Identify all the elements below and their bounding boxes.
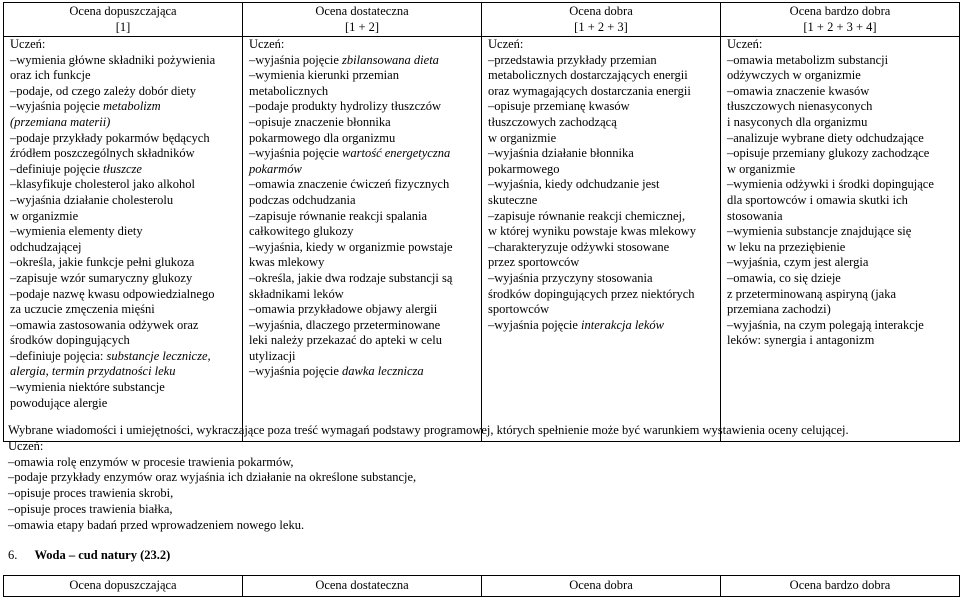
line-text: za uczucie zmęczenia mięśni — [10, 302, 155, 317]
requirement-line — [488, 99, 714, 115]
requirement-line — [10, 115, 236, 131]
requirement-line — [488, 146, 714, 162]
italic-term: interakcja leków — [581, 317, 664, 332]
line-text: –wymienia elementy diety — [10, 224, 143, 239]
line-text: –wyjaśnia przyczyny stosowania — [488, 270, 653, 285]
line-text: –zapisuje wzór sumaryczny glukozy — [10, 270, 193, 285]
line-text: przez sportowców — [488, 255, 580, 270]
header-cell-2: Ocena dostateczna [1 + 2] — [243, 3, 482, 37]
requirement-line — [727, 68, 953, 84]
requirement-line — [488, 255, 714, 271]
extra-item: –podaje przykłady enzymów oraz wyjaśnia ich działanie na określone substancje, — [8, 470, 417, 485]
line-text: –wymienia kierunki przemian — [249, 68, 399, 83]
line-text: powodujące alergie — [10, 395, 108, 410]
requirement-line — [727, 224, 953, 240]
requirement-line — [249, 302, 475, 318]
line-text: –określa, jakie funkcje pełni glukoza — [10, 255, 195, 270]
requirement-line — [10, 318, 236, 334]
line-text: –definiuje pojęcie — [10, 161, 104, 176]
content-cell-bardzo-dobra — [721, 37, 960, 442]
requirement-line — [249, 146, 475, 162]
line-text: z przeterminowaną aspiryną (jaka — [727, 286, 897, 301]
line-text: przemiana zachodzi) — [727, 302, 831, 317]
requirement-line — [10, 302, 236, 318]
line-text: –wyjaśnia pojęcie — [10, 99, 104, 114]
line-text: –charakteryzuje odżywki stosowane — [488, 239, 670, 254]
requirement-line — [488, 115, 714, 131]
line-text: leków: synergia i antagonizm — [727, 333, 875, 348]
student-label — [727, 37, 953, 53]
line-text: całkowitego glukozy — [249, 224, 354, 239]
line-text: w leku na przeziębienie — [727, 239, 846, 254]
requirement-line — [249, 177, 475, 193]
requirement-line — [249, 209, 475, 225]
requirement-line — [249, 333, 475, 349]
grades-table — [3, 2, 960, 442]
requirement-line — [249, 255, 475, 271]
line-text: –wyjaśnia, na czym polegają interakcje — [727, 317, 924, 332]
requirement-line — [249, 271, 475, 287]
requirement-line — [10, 364, 236, 380]
line-text: –opisuje przemiany glukozy zachodzące — [727, 146, 930, 161]
requirement-line — [249, 240, 475, 256]
requirement-line — [488, 177, 714, 193]
italic-term: substancje lecznicze, — [106, 348, 211, 363]
italic-term: metabolizm — [103, 99, 161, 114]
line-text: –zapisuje równanie reakcji spalania — [249, 208, 428, 223]
requirement-line — [488, 162, 714, 178]
requirement-line — [727, 131, 953, 147]
line-text: –opisuje przemianę kwasów — [488, 99, 630, 114]
requirement-line — [488, 84, 714, 100]
header-cell-4: Ocena bardzo dobra [1 + 2 + 3 + 4] — [721, 3, 960, 37]
requirement-line — [10, 68, 236, 84]
requirement-line — [10, 209, 236, 225]
requirement-line — [249, 224, 475, 240]
requirement-line — [488, 318, 714, 334]
line-text: –wyjaśnia pojęcie — [249, 52, 343, 67]
line-text: skuteczne — [488, 192, 538, 207]
requirement-line — [249, 193, 475, 209]
italic-term: dawka lecznicza — [342, 364, 424, 379]
line-text: kwas mlekowy — [249, 255, 325, 270]
line-text: –wyjaśnia działanie błonnika — [488, 146, 634, 161]
line-text: –omawia, co się dzieje — [727, 270, 841, 285]
requirement-line — [249, 349, 475, 365]
student-label — [10, 37, 236, 53]
line-text: –omawia zastosowania odżywek oraz — [10, 317, 199, 332]
line-text: –określa, jakie dwa rodzaje substancji są — [249, 270, 453, 285]
requirement-line — [727, 318, 953, 334]
line-text: leki należy przekazać do apteki w celu — [249, 333, 442, 348]
requirement-line — [249, 53, 475, 69]
line-text: stosowania — [727, 208, 783, 223]
content-cell-dobra — [482, 37, 721, 442]
student-label — [488, 37, 714, 53]
requirement-line — [727, 333, 953, 349]
line-text: Uczeń: — [727, 37, 763, 51]
requirement-line — [10, 53, 236, 69]
requirement-line — [249, 318, 475, 334]
line-text: –analizuje wybrane diety odchudzające — [727, 130, 924, 145]
requirement-line — [249, 364, 475, 380]
requirement-line — [10, 177, 236, 193]
line-text: –definiuje pojęcia: — [10, 348, 107, 363]
extra-intro: Wybrane wiadomości i umiejętności, wykraczające poza treść wymagań podstawy programowej, których spełnienie może być warunkiem wystawienia oceny celującej. — [8, 423, 849, 437]
line-text: –wyjaśnia pojęcie — [249, 364, 343, 379]
line-text: pokarmowego dla organizmu — [249, 130, 396, 145]
next-header-cell-3: Ocena dobra — [482, 576, 721, 597]
student-label — [249, 37, 475, 53]
line-text: w organizmie — [488, 130, 557, 145]
requirement-line — [249, 115, 475, 131]
line-text: utylizacji — [249, 348, 296, 363]
next-header-cell-1: Ocena dopuszczająca — [4, 576, 243, 597]
line-text: –omawia przykładowe objawy alergii — [249, 302, 438, 317]
next-header-cell-4: Ocena bardzo dobra — [721, 576, 960, 597]
requirement-line — [249, 84, 475, 100]
grades-header-row — [4, 3, 960, 37]
requirement-line — [727, 287, 953, 303]
requirement-line — [10, 255, 236, 271]
requirement-line — [488, 193, 714, 209]
line-text: –opisuje znaczenie błonnika — [249, 114, 391, 129]
line-text: –podaje produkty hydrolizy tłuszczów — [249, 99, 441, 114]
requirement-line — [10, 240, 236, 256]
line-text: Uczeń: — [10, 37, 46, 51]
requirement-line — [727, 240, 953, 256]
content-cell-dopuszczajaca — [4, 37, 243, 442]
line-text: –wyjaśnia, czym jest alergia — [727, 255, 869, 270]
line-text: –wyjaśnia pojęcie — [488, 317, 582, 332]
line-text: środków dopingujących przez niektórych — [488, 286, 695, 301]
requirement-line — [727, 193, 953, 209]
requirement-line — [10, 131, 236, 147]
requirement-line — [727, 53, 953, 69]
line-text: środków dopingujących — [10, 333, 130, 348]
header-cell-1: Ocena dopuszczająca [1] — [4, 3, 243, 37]
requirement-line — [10, 99, 236, 115]
section-title: Woda – cud natury (23.2) — [34, 548, 171, 562]
header-cell-3: Ocena dobra [1 + 2 + 3] — [482, 3, 721, 37]
requirement-line — [727, 99, 953, 115]
italic-term: wartość energetyczna — [342, 146, 451, 161]
requirement-line — [488, 240, 714, 256]
requirement-line — [10, 380, 236, 396]
line-text: –wyjaśnia, dlaczego przeterminowane — [249, 317, 441, 332]
line-text: –wymienia główne składniki pożywienia — [10, 52, 216, 67]
extra-item: –omawia etapy badań przed wprowadzeniem nowego leku. — [8, 517, 305, 532]
requirement-line — [727, 255, 953, 271]
line-text: –omawia znaczenie ćwiczeń fizycznych — [249, 177, 450, 192]
italic-term: (przemiana materii) — [10, 114, 111, 129]
requirement-line — [727, 84, 953, 100]
line-text: –wyjaśnia pojęcie — [249, 146, 343, 161]
italic-term: zbilansowana dieta — [342, 52, 439, 67]
requirement-line — [10, 333, 236, 349]
italic-term: alergia, termin przydatności leku — [10, 364, 176, 379]
italic-term: tłuszcze — [103, 161, 142, 176]
requirement-line — [10, 349, 236, 365]
line-text: –podaje, od czego zależy dobór diety — [10, 83, 197, 98]
line-text: metabolicznych — [249, 83, 329, 98]
line-text: składnikami leków — [249, 286, 344, 301]
line-text: w organizmie — [727, 161, 796, 176]
line-text: –wyjaśnia, kiedy w organizmie powstaje — [249, 239, 453, 254]
requirement-line — [249, 131, 475, 147]
line-text: –wymienia substancje znajdujące się — [727, 224, 912, 239]
requirement-line — [727, 177, 953, 193]
grades-content-row — [4, 37, 960, 442]
requirement-line — [488, 287, 714, 303]
requirement-line — [488, 302, 714, 318]
line-text: –wyjaśnia działanie cholesterolu — [10, 192, 174, 207]
line-text: –klasyfikuje cholesterol jako alkohol — [10, 177, 196, 192]
section-number: 6. — [8, 548, 18, 562]
requirement-line — [488, 209, 714, 225]
requirement-line — [488, 131, 714, 147]
extra-item: –omawia rolę enzymów w procesie trawienia pokarmów, — [8, 454, 294, 469]
requirement-line — [249, 162, 475, 178]
requirement-line — [10, 84, 236, 100]
line-text: metabolicznych dostarczających energii — [488, 68, 688, 83]
requirement-line — [10, 193, 236, 209]
requirement-line — [488, 224, 714, 240]
requirement-line — [727, 271, 953, 287]
requirement-line — [488, 68, 714, 84]
line-text: podczas odchudzania — [249, 192, 356, 207]
line-text: –zapisuje równanie reakcji chemicznej, — [488, 208, 686, 223]
content-cell-dostateczna — [243, 37, 482, 442]
requirement-line — [10, 271, 236, 287]
line-text: –wyjaśnia, kiedy odchudzanie jest — [488, 177, 660, 192]
line-text: oraz wymagających dostarczania energii — [488, 83, 691, 98]
line-text: –podaje nazwę kwasu odpowiedzialnego — [10, 286, 215, 301]
line-text: i nasyconych dla organizmu — [727, 114, 868, 129]
requirement-line — [727, 115, 953, 131]
line-text: pokarmowego — [488, 161, 560, 176]
line-text: tłuszczowych zachodzącą — [488, 114, 617, 129]
requirement-line — [10, 162, 236, 178]
line-text: dla sportowców i omawia skutki ich — [727, 192, 908, 207]
extra-item: –opisuje proces trawienia skrobi, — [8, 486, 174, 501]
line-text: tłuszczowych nienasyconych — [727, 99, 873, 114]
line-text: –podaje przykłady pokarmów będących — [10, 130, 210, 145]
requirement-line — [249, 68, 475, 84]
line-text: odżywczych w organizmie — [727, 68, 861, 83]
line-text: –omawia metabolizm substancji — [727, 52, 889, 67]
line-text: źródłem poszczególnych składników — [10, 146, 195, 161]
section-heading — [8, 548, 170, 563]
italic-term: pokarmów — [249, 161, 302, 176]
line-text: –omawia znaczenie kwasów — [727, 83, 870, 98]
requirement-line — [10, 396, 236, 412]
requirement-line — [727, 302, 953, 318]
line-text: –przedstawia przykłady przemian — [488, 52, 657, 67]
requirement-line — [727, 146, 953, 162]
extra-requirements — [8, 423, 849, 534]
next-header-cell-2: Ocena dostateczna — [243, 576, 482, 597]
line-text: –wymienia odżywki i środki dopingujące — [727, 177, 934, 192]
line-text: oraz ich funkcje — [10, 68, 91, 83]
extra-student: Uczeń: — [8, 438, 44, 453]
requirement-line — [10, 146, 236, 162]
requirement-line — [249, 287, 475, 303]
line-text: Uczeń: — [249, 37, 285, 51]
requirement-line — [488, 53, 714, 69]
requirement-line — [249, 99, 475, 115]
next-grades-header — [3, 575, 960, 597]
line-text: w której wyniku powstaje kwas mlekowy — [488, 224, 696, 239]
requirement-line — [10, 287, 236, 303]
requirement-line — [727, 209, 953, 225]
line-text: Uczeń: — [488, 37, 524, 51]
line-text: w organizmie — [10, 208, 79, 223]
line-text: –wymienia niektóre substancje — [10, 380, 165, 395]
line-text: odchudzającej — [10, 239, 82, 254]
line-text: sportowców — [488, 302, 550, 317]
requirement-line — [10, 224, 236, 240]
requirement-line — [488, 271, 714, 287]
extra-item: –opisuje proces trawienia białka, — [8, 501, 173, 516]
requirement-line — [727, 162, 953, 178]
